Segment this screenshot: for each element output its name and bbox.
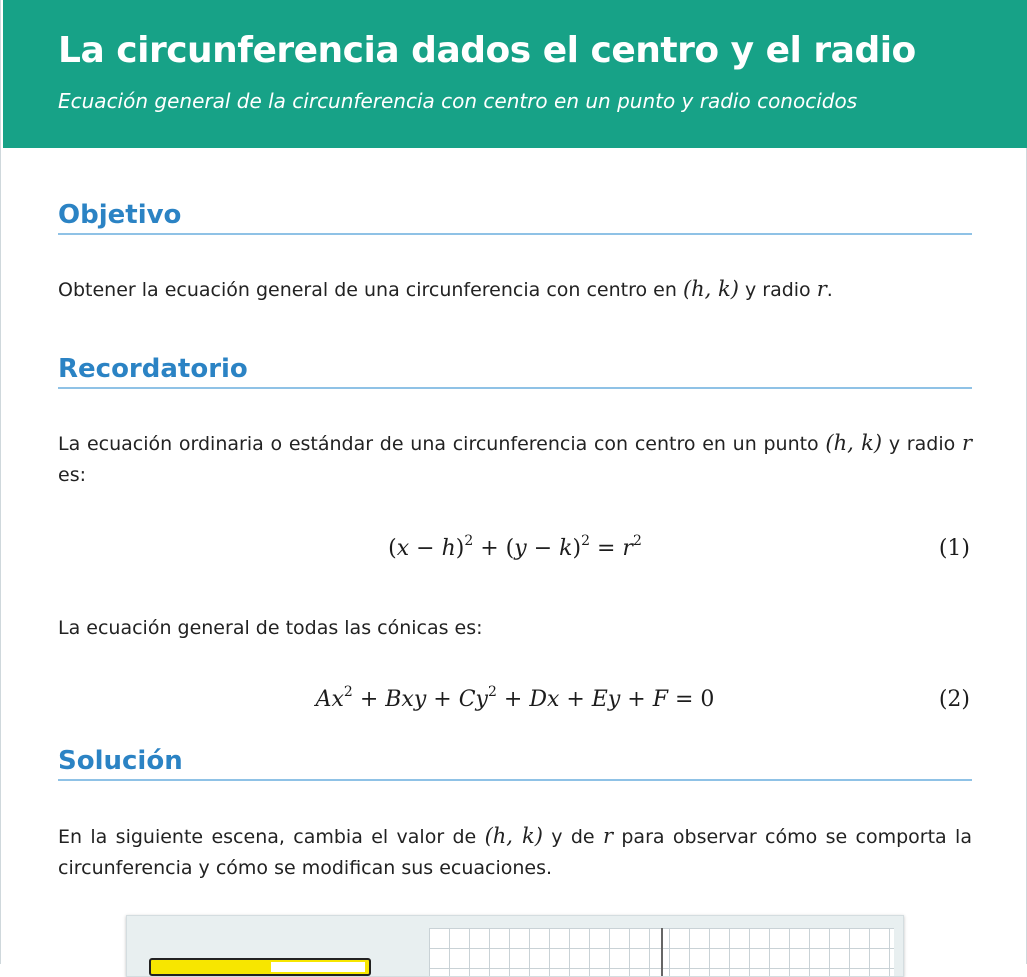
eq2-Ey: Ey bbox=[591, 687, 621, 712]
eq1-equals: = bbox=[589, 536, 623, 561]
page-header bbox=[3, 0, 1027, 148]
solucion-paragraph bbox=[58, 821, 972, 884]
scene-graph-grid[interactable] bbox=[429, 928, 894, 976]
equation-1-number: (1) bbox=[938, 536, 970, 561]
objetivo-text-middle: y radio bbox=[738, 279, 817, 301]
interactive-scene[interactable] bbox=[126, 915, 904, 977]
solucion-text-middle: y de bbox=[542, 826, 603, 848]
eq1-exponent: 2 bbox=[581, 533, 590, 549]
eq2-y: y bbox=[475, 687, 488, 712]
eq2-plus: + bbox=[620, 687, 653, 712]
page-subtitle: Ecuación general de la circunferencia con centro en un punto y radio conocidos bbox=[58, 89, 858, 113]
objetivo-text-after: . bbox=[826, 279, 833, 301]
eq1-paren: ( bbox=[388, 536, 397, 561]
math-center: (h, k) bbox=[825, 431, 883, 455]
section-heading-solucion: Solución bbox=[58, 745, 972, 781]
scene-control-panel[interactable] bbox=[149, 958, 371, 976]
eq2-x: x bbox=[331, 687, 344, 712]
scene-y-axis bbox=[661, 928, 663, 976]
solucion-text-after: para observar cómo se comporta la circunferencia y cómo se modifican sus ecuaciones. bbox=[58, 826, 972, 879]
eq2-C: C bbox=[458, 687, 476, 712]
eq1-x: x bbox=[396, 536, 410, 561]
eq1-k: k bbox=[559, 536, 573, 561]
eq2-plus: + bbox=[352, 687, 386, 712]
page-title: La circunferencia dados el centro y el radio bbox=[58, 30, 916, 71]
eq2-exponent: 2 bbox=[343, 684, 353, 700]
eq1-exponent: 2 bbox=[632, 533, 642, 549]
eq1-r: r bbox=[622, 536, 633, 561]
math-radius: r bbox=[602, 824, 614, 848]
equation-2-number: (2) bbox=[938, 687, 970, 712]
eq1-paren: ) bbox=[455, 536, 465, 561]
section-heading-recordatorio: Recordatorio bbox=[58, 353, 972, 389]
eq1-y: y bbox=[514, 536, 527, 561]
equation-2-body bbox=[58, 684, 972, 712]
equation-2 bbox=[58, 683, 972, 723]
eq2-plus: + bbox=[426, 687, 459, 712]
eq2-Dx: Dx bbox=[529, 687, 560, 712]
equation-1-body bbox=[58, 533, 972, 561]
recordatorio-text-before: La ecuación ordinaria o estándar de una circunferencia con centro en un punto bbox=[58, 433, 826, 455]
eq1-minus: − bbox=[409, 536, 442, 561]
eq2-plus: + bbox=[496, 687, 530, 712]
eq2-exponent: 2 bbox=[487, 684, 497, 700]
conicas-paragraph: La ecuación general de todas las cónicas es: bbox=[58, 617, 483, 639]
eq1-minus: − bbox=[526, 536, 560, 561]
objetivo-text-before: Obtener la ecuación general de una circunferencia con centro en bbox=[58, 279, 683, 301]
eq1-exponent: 2 bbox=[464, 533, 474, 549]
eq1-paren: ) bbox=[572, 536, 582, 561]
math-center: (h, k) bbox=[682, 277, 739, 301]
math-radius: r bbox=[816, 277, 827, 301]
math-center: (h, k) bbox=[484, 824, 543, 848]
recordatorio-paragraph bbox=[58, 428, 972, 491]
eq1-h: h bbox=[441, 536, 456, 561]
section-heading-objetivo: Objetivo bbox=[58, 199, 972, 235]
equation-1 bbox=[58, 532, 972, 572]
eq2-A: A bbox=[315, 687, 332, 712]
eq1-plus: + ( bbox=[473, 536, 515, 561]
eq2-equals-zero: = 0 bbox=[667, 687, 715, 712]
objetivo-paragraph bbox=[58, 274, 972, 306]
recordatorio-text-after: es: bbox=[58, 464, 86, 486]
eq2-plus: + bbox=[559, 687, 592, 712]
recordatorio-text-middle: y radio bbox=[882, 433, 962, 455]
math-radius: r bbox=[961, 431, 972, 455]
solucion-text-before: En la siguiente escena, cambia el valor de bbox=[58, 826, 485, 848]
eq2-F: F bbox=[652, 687, 668, 712]
eq2-Bxy: Bxy bbox=[385, 687, 427, 712]
